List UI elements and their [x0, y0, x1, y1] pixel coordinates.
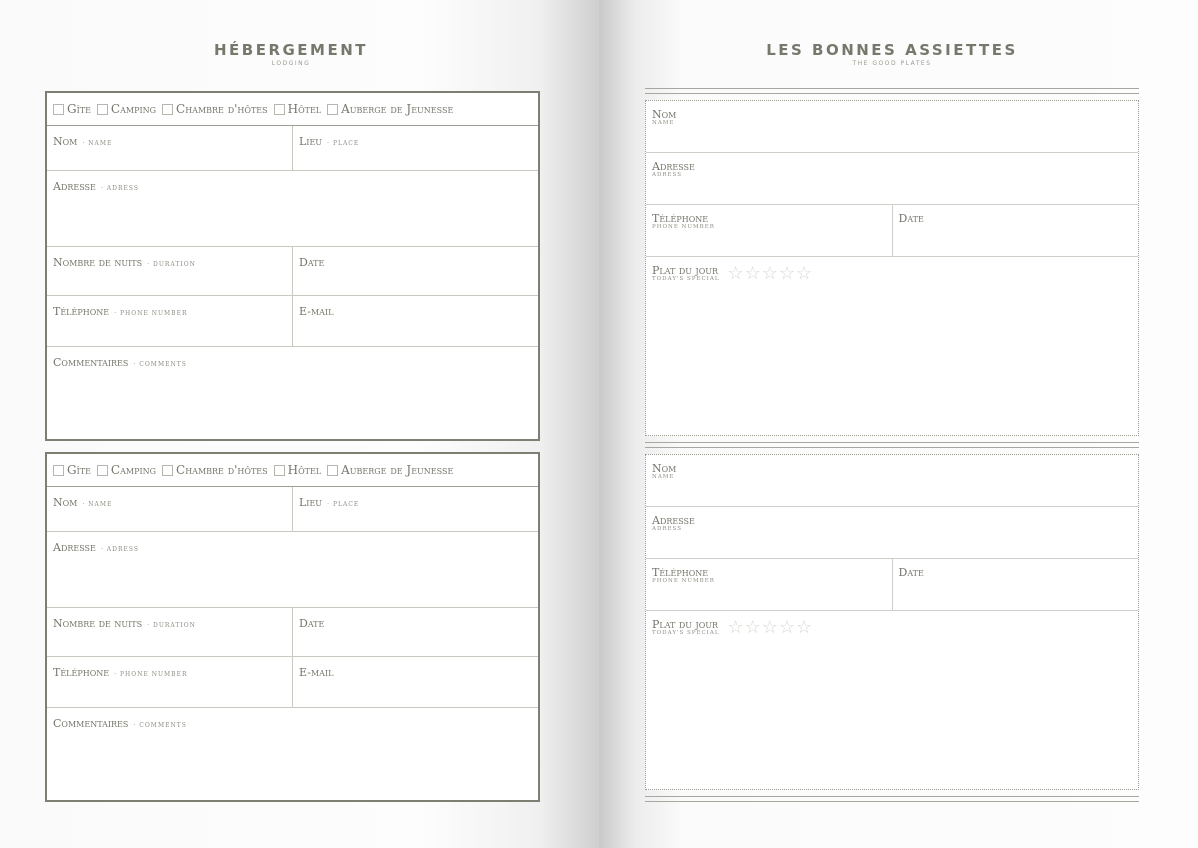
field-nuits[interactable] — [47, 247, 292, 295]
field-label: Téléphone — [652, 212, 709, 225]
field-sublabel: · NAME — [82, 501, 113, 508]
lodging-subtitle: LODGING — [271, 60, 311, 67]
field-label: E-mail — [299, 305, 334, 318]
field-adresse[interactable] — [646, 153, 1138, 204]
plate-card-2 — [645, 442, 1139, 802]
field-telephone[interactable] — [47, 657, 292, 707]
field-label: Date — [898, 566, 924, 579]
plate-card-frame — [645, 100, 1139, 436]
field-sublabel: · PLACE — [327, 140, 360, 147]
field-label: Date — [898, 212, 924, 225]
field-nom[interactable] — [47, 126, 292, 170]
field-sublabel: · DURATION — [147, 261, 196, 268]
lodging-title-text: HÉBERGEMENT — [213, 41, 369, 59]
checkbox-auberge[interactable] — [327, 102, 453, 116]
checkbox-box[interactable] — [162, 104, 173, 115]
field-plat-du-jour[interactable] — [646, 257, 1138, 435]
checkbox-camping[interactable] — [97, 463, 156, 477]
plates-title-text: LES BONNES ASSIETTES — [766, 41, 1018, 59]
checkbox-label: Camping — [110, 463, 157, 477]
checkbox-label: Gîte — [67, 463, 91, 477]
field-telephone[interactable] — [646, 559, 892, 610]
field-label: Nom — [53, 496, 78, 509]
field-sublabel: ADRESS — [652, 526, 682, 532]
field-nom[interactable] — [47, 487, 292, 531]
field-sublabel: · PHONE NUMBER — [114, 310, 188, 317]
field-email[interactable] — [292, 296, 538, 346]
plate-card-frame — [645, 454, 1139, 790]
card-top-border — [645, 88, 1139, 94]
checkbox-hotel[interactable] — [274, 102, 322, 116]
field-label: Adresse — [652, 514, 695, 527]
field-label: Nom — [652, 108, 677, 121]
checkbox-box[interactable] — [53, 104, 64, 115]
star-rating[interactable]: ☆☆☆☆☆ — [727, 263, 814, 284]
lodging-title — [141, 41, 441, 67]
field-label: Adresse — [652, 160, 695, 173]
checkbox-gite[interactable] — [53, 102, 91, 116]
field-sublabel: PHONE NUMBER — [652, 578, 715, 584]
checkbox-auberge[interactable] — [327, 463, 453, 477]
field-label: Nombre de nuits — [53, 617, 143, 630]
accommodation-type-row — [47, 93, 538, 125]
field-adresse[interactable] — [646, 507, 1138, 558]
field-label: Commentaires — [53, 356, 129, 369]
checkbox-label: Gîte — [67, 102, 91, 116]
field-label: Téléphone — [53, 666, 110, 679]
field-sublabel: · PLACE — [327, 501, 360, 508]
field-label: Nom — [652, 462, 677, 475]
field-telephone[interactable] — [646, 205, 892, 256]
field-date[interactable] — [292, 247, 538, 295]
field-date[interactable] — [292, 608, 538, 656]
field-label: Date — [299, 617, 325, 630]
checkbox-chambre-hotes[interactable] — [162, 102, 268, 116]
checkbox-label: Chambre d'hôtes — [176, 102, 268, 116]
lodging-card-2 — [45, 452, 540, 802]
checkbox-box[interactable] — [327, 465, 338, 476]
checkbox-label: Hôtel — [287, 102, 322, 116]
field-plat-du-jour[interactable] — [646, 611, 1138, 789]
checkbox-label: Auberge de Jeunesse — [341, 463, 454, 477]
field-telephone[interactable] — [47, 296, 292, 346]
field-label: Téléphone — [53, 305, 110, 318]
checkbox-label: Auberge de Jeunesse — [341, 102, 454, 116]
field-label: Plat du jour — [652, 264, 719, 277]
checkbox-box[interactable] — [327, 104, 338, 115]
field-sublabel: · NAME — [82, 140, 113, 147]
checkbox-label: Hôtel — [287, 463, 322, 477]
field-label: Adresse — [53, 180, 96, 193]
field-sublabel: · PHONE NUMBER — [114, 671, 188, 678]
checkbox-box[interactable] — [274, 104, 285, 115]
lodging-card-1 — [45, 91, 540, 441]
plates-title — [742, 41, 1042, 67]
field-label: Téléphone — [652, 566, 709, 579]
field-label: Nom — [53, 135, 78, 148]
field-label: Date — [299, 256, 325, 269]
field-nom[interactable] — [646, 455, 1138, 506]
field-nuits[interactable] — [47, 608, 292, 656]
field-sublabel: · COMMENTS — [133, 361, 187, 368]
plate-card-1 — [645, 88, 1139, 448]
field-label: Lieu — [299, 496, 323, 509]
field-nom[interactable] — [646, 101, 1138, 152]
field-sublabel: · DURATION — [147, 622, 196, 629]
card-bottom-border — [645, 796, 1139, 802]
field-label: E-mail — [299, 666, 334, 679]
checkbox-label: Chambre d'hôtes — [176, 463, 268, 477]
field-commentaires[interactable] — [47, 708, 538, 800]
card-top-border — [645, 442, 1139, 448]
field-sublabel: NAME — [652, 474, 675, 480]
field-sublabel: TODAY'S SPECIAL — [652, 276, 720, 282]
field-sublabel: NAME — [652, 120, 675, 126]
checkbox-box[interactable] — [162, 465, 173, 476]
checkbox-hotel[interactable] — [274, 463, 322, 477]
checkbox-chambre-hotes[interactable] — [162, 463, 268, 477]
checkbox-box[interactable] — [274, 465, 285, 476]
field-sublabel: · COMMENTS — [133, 722, 187, 729]
field-lieu[interactable] — [292, 487, 538, 531]
field-sublabel: ADRESS — [652, 172, 682, 178]
star-rating[interactable]: ☆☆☆☆☆ — [727, 617, 814, 638]
field-date[interactable] — [892, 559, 1139, 610]
field-adresse[interactable] — [47, 171, 538, 246]
field-lieu[interactable] — [292, 126, 538, 170]
checkbox-box[interactable] — [53, 465, 64, 476]
field-date[interactable] — [892, 205, 1139, 256]
field-label: Adresse — [53, 541, 96, 554]
field-label: Nombre de nuits — [53, 256, 143, 269]
field-commentaires[interactable] — [47, 347, 538, 439]
checkbox-box[interactable] — [97, 465, 108, 476]
checkbox-box[interactable] — [97, 104, 108, 115]
checkbox-gite[interactable] — [53, 463, 91, 477]
field-email[interactable] — [292, 657, 538, 707]
field-sublabel: · ADRESS — [100, 546, 139, 553]
accommodation-type-row — [47, 454, 538, 486]
field-label: Plat du jour — [652, 618, 719, 631]
field-label: Commentaires — [53, 717, 129, 730]
field-sublabel: · ADRESS — [100, 185, 139, 192]
field-sublabel: TODAY'S SPECIAL — [652, 630, 720, 636]
checkbox-label: Camping — [110, 102, 157, 116]
field-label: Lieu — [299, 135, 323, 148]
field-adresse[interactable] — [47, 532, 538, 607]
plates-subtitle: THE GOOD PLATES — [852, 60, 932, 67]
field-sublabel: PHONE NUMBER — [652, 224, 715, 230]
checkbox-camping[interactable] — [97, 102, 156, 116]
